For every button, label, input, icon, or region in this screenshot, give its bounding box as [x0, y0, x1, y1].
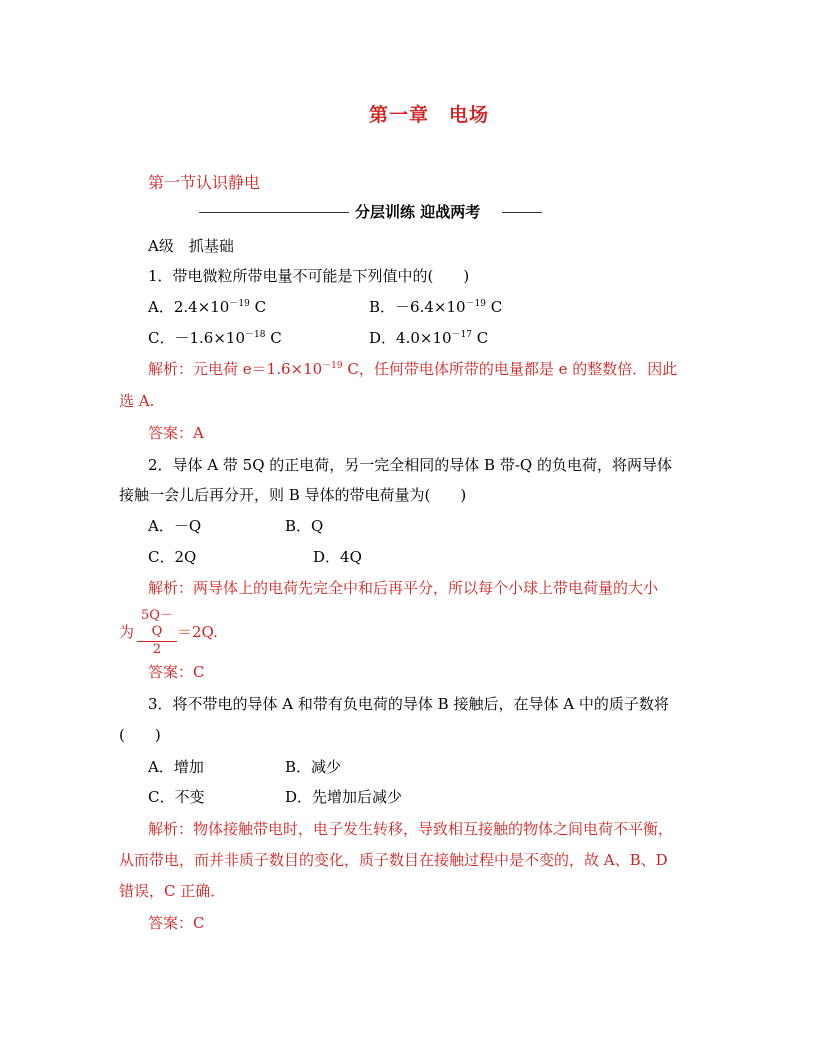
- q2-option-a: A．－Q: [148, 517, 202, 535]
- q1-option-a-base: A．2.4×10: [148, 298, 230, 316]
- q1-option-a-unit: C: [249, 298, 267, 316]
- banner-rule-right: [502, 212, 542, 213]
- q2-option-b: B．Q: [285, 517, 324, 535]
- q2-option-c: C．2Q: [148, 548, 197, 566]
- q1-answer: 答案：A: [148, 424, 204, 442]
- q1-analysis: [148, 359, 677, 379]
- q3-option-d: D．先增加后减少: [285, 788, 403, 806]
- banner-rule-left: [199, 212, 349, 213]
- q1-stem: 1．带电微粒所带电量不可能是下列值中的( ): [148, 267, 470, 285]
- q2-analysis-line1: 解析：两导体上的电荷先完全中和后再平分，所以每个小球上带电荷量的大小: [148, 579, 659, 597]
- q2-stem-line2: 接触一会儿后再分开，则 B 导体的带电荷量为( ): [119, 486, 467, 504]
- q1-option-d-exp: －17: [451, 330, 472, 340]
- q2-analysis-result: ＝2Q.: [177, 623, 218, 641]
- q2-analysis-prefix: 为: [119, 623, 135, 641]
- q1-option-b-exp: －19: [465, 299, 486, 309]
- q2-fraction-denominator: 2: [152, 642, 162, 657]
- q1-analysis-line2: 选 A.: [119, 392, 155, 410]
- q3-answer: 答案：C: [148, 914, 205, 932]
- q1-option-a: [148, 297, 266, 317]
- q1-option-c: [148, 328, 282, 348]
- section-title: 第一节认识静电: [148, 173, 261, 192]
- q1-option-d-base: D．4.0×10: [369, 329, 452, 347]
- chapter-title: 第一章 电场: [368, 104, 489, 126]
- q3-analysis-line2: 从而带电，而并非质子数目的变化，质子数目在接触过程中是不变的，故 A、B、D: [119, 851, 668, 869]
- q1-option-c-exp: －18: [245, 330, 266, 340]
- q3-analysis-line1: 解析：物体接触带电时，电子发生转移，导致相互接触的物体之间电荷不平衡，: [148, 820, 674, 838]
- q3-stem-line2: ( ): [119, 726, 161, 744]
- q1-option-c-unit: C: [265, 329, 282, 347]
- q3-option-a: A．增加: [148, 758, 204, 776]
- q1-analysis-exp: －19: [322, 361, 343, 371]
- q3-option-c: C．不变: [148, 788, 205, 806]
- q1-analysis-text: 解析：元电荷 e＝1.6×10: [148, 360, 323, 378]
- q3-analysis-line3: 错误，C 正确．: [119, 882, 226, 900]
- q2-option-d: D．4Q: [313, 548, 362, 566]
- q3-option-b: B．减少: [285, 758, 342, 776]
- q2-fraction-numerator: 5Q－Q: [141, 608, 173, 639]
- q1-option-d: [369, 328, 488, 348]
- q1-option-c-base: C．－1.6×10: [148, 329, 245, 347]
- q2-stem-line1: 2．导体 A 带 5Q 的正电荷，另一完全相同的导体 B 带-Q 的负电荷，将两导体: [148, 456, 672, 474]
- q1-option-d-unit: C: [472, 329, 489, 347]
- banner-text: 分层训练 迎战两考: [355, 203, 481, 221]
- q1-option-b: [369, 297, 502, 317]
- q2-answer: 答案：C: [148, 663, 205, 681]
- q1-option-b-unit: C: [486, 298, 503, 316]
- q2-fraction: [137, 608, 177, 658]
- q3-stem-line1: 3．将不带电的导体 A 和带有负电荷的导体 B 接触后，在导体 A 中的质子数将: [148, 695, 669, 713]
- q1-analysis-text-cont: C，任何带电体所带的电量都是 e 的整数倍．因此: [342, 360, 678, 378]
- q1-option-b-base: B．－6.4×10: [369, 298, 466, 316]
- section-banner: [199, 201, 542, 223]
- level-heading: A级 抓基础: [148, 237, 234, 255]
- q1-option-a-exp: －19: [229, 299, 250, 309]
